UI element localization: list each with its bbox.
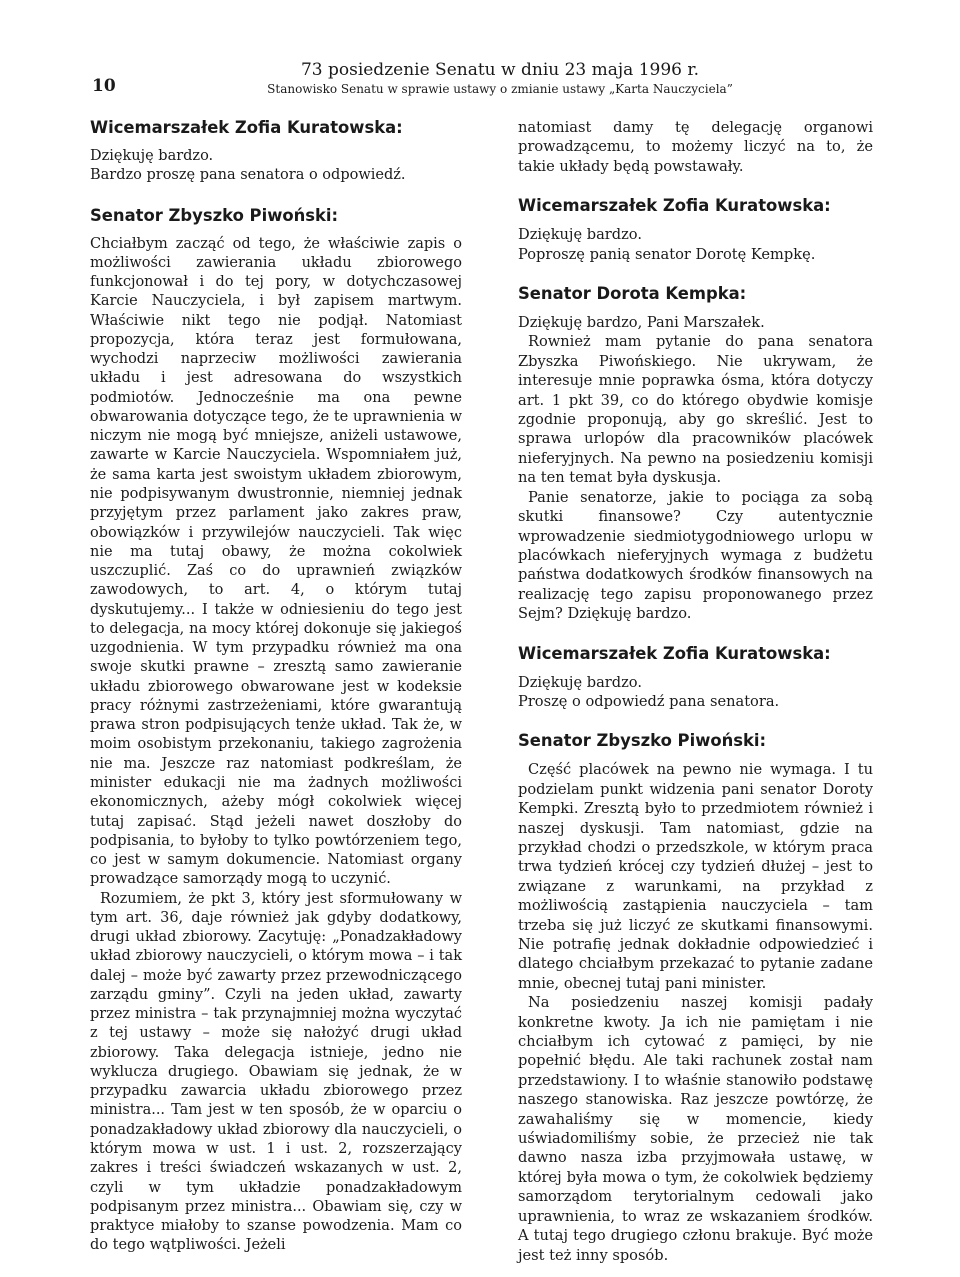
speaker-heading: Wicemarszałek Zofia Kuratowska: bbox=[518, 643, 831, 663]
session-subtitle: Stanowisko Senatu w sprawie ustawy o zmianie ustawy „Karta Nauczyciela” bbox=[267, 82, 733, 96]
speaker-heading: Senator Zbyszko Piwoński: bbox=[518, 731, 767, 751]
speaker-heading: Senator Dorota Kempka: bbox=[518, 284, 747, 304]
page-number: 10 bbox=[92, 76, 116, 96]
speech-line: Dziękuję bardzo. bbox=[518, 673, 642, 691]
speech-paragraph: Część placówek na pewno nie wymaga. I tu podzielam punkt widzenia pani senator Doroty Kempki. Zresztą było to przedmiotem również i naszej dyskusji. Tam natomiast, gdzie na przykład chodzi o przedszkole, w którym praca trwa tydzień krócej czy tydzień dłużej – jest to związane z warunkami, na przykład z możliwością zastąpienia nauczyciela – tam trzeba się już liczyć ze skutkami finansowymi. Nie potrafię jednak dokładnie odpowiedzieć i dlatego chciałbym przekazać to pytanie zadane mnie, obecnej tutaj pani minister. bbox=[518, 761, 873, 992]
speech-line: Proszę o odpowiedź pana senatora. bbox=[518, 692, 780, 710]
speech-line: Dziękuję bardzo. bbox=[518, 226, 642, 244]
speech-line: Dziękuję bardzo, Pani Marszałek. bbox=[518, 314, 765, 332]
speech-paragraph: Panie senatorze, jakie to pociąga za sobą skutki finansowe? Czy autentycznie wprowadzenie siedmiotygodniowego urlopu w placówkach nieferyjnych wymaga z budżetu państwa dodatkowych środków finansowych na realizację tego zapisu proponowanego przez Sejm? Dziękuję bardzo. bbox=[518, 488, 873, 623]
speaker-heading: Wicemarszałek Zofia Kuratowska: bbox=[518, 196, 831, 216]
page-header bbox=[0, 0, 960, 100]
right-column bbox=[518, 118, 873, 1265]
left-column bbox=[90, 118, 462, 1256]
speaker-heading: Senator Zbyszko Piwoński: bbox=[90, 205, 339, 225]
speech-line: Dziękuję bardzo. bbox=[90, 148, 214, 164]
session-title: 73 posiedzenie Senatu w dniu 23 maja 1996 r. bbox=[300, 60, 700, 80]
speech-paragraph: Chciałbym zacząć od tego, że właściwie zapis o możliwości zawierania układu zbiorowego funkcjonował i do tej pory, w dotychczasowej Karcie Nauczyciela, i był zapisem martwym. Właściwie nikt tego nie podjął. Natomiast propozycja, która teraz jest formułowana, wychodzi naprzeciw możliwości zawierania układu i jest adresowana do wszystkich podmiotów. Jednocześnie ma ona pewne obwarowania dotyczące tego, że te uprawnienia w niczym nie mogą być mniejsze, aniżeli ustawowe, zawarte w Karcie Nauczyciela. Wspomniałem już, że sama karta jest swoistym układem zbiorowym, nie podpisywanym dwustronnie, niemniej jednak przyjętym przez parlament jako zakres praw, obowiązków i przywilejów nauczycieli. Tak więc nie ma tutaj obawy, że można cokolwiek uszczuplić. Zaś co do uprawnień związków zawodowych, to art. 4, o którym tutaj dyskutujemy... I także w odniesieniu do tego jest to delegacja, na mocy której dokonuje się jakiegoś uzgodnienia. W tym przypadku również ma ona swoje skutki prawne – zresztą samo zawieranie układu zbiorowego obwarowane jest w kodeksie pracy różnymi zastrzeżeniami, które gwarantują prawa stron podpisujących tenże układ. Tak że, w moim osobistym przekonaniu, takiego zagrożenia nie ma. Jeszcze raz natomiast podkreślam, że minister edukacji nie ma żadnych możliwości ekonomicznych, ażeby mógł cokolwiek więcej tutaj zapisać. Stąd jeżeli nawet doszłoby do podpisania, to byłoby to tylko powtórzeniem tego, co jest w samym dokumencie. Natomiast organy prowadzące samorządy mogą to uczynić. bbox=[90, 235, 462, 888]
speech-paragraph: natomiast damy tę delegację organowi prowadzącemu, to możemy liczyć na to, że takie układy będą powstawały. bbox=[518, 119, 873, 175]
speech-paragraph: Rownież mam pytanie do pana senatora Zbyszka Piwońskiego. Nie ukrywam, że interesuje mnie poprawka ósma, która dotyczy art. 1 pkt 39, co do którego obydwie komisje zgodnie proponują, aby go skreślić. Jest to sprawa urlopów dla pracowników placówek nieferyjnych. Na pewno na posiedzeniu komisji na ten temat była dyskusja. bbox=[518, 333, 873, 487]
speech-line: Bardzo proszę pana senatora o odpowiedź. bbox=[90, 167, 406, 184]
speech-line: Poproszę panią senator Dorotę Kempkę. bbox=[518, 245, 816, 263]
speech-paragraph: Na posiedzeniu naszej komisji padały konkretne kwoty. Ja ich nie pamiętam i nie chciałbym ich cytować z pamięci, by nie popełnić błędu. Ale taki rachunek został nam przedstawiony. I to właśnie stanowiło podstawę naszego stanowiska. Raz jeszcze powtórzę, że zawahaliśmy się w momencie, kiedy uświadomiliśmy sobie, że przecież nie tak dawno nasza izba przyjmowała ustawę, w której była mowa o tym, że cokolwiek będziemy samorządom terytorialnym cedowali jako uprawnienia, to wraz ze wskazaniem środków. A tutaj tego drugiego członu brakuje. Być może jest też inny sposób. bbox=[518, 994, 873, 1264]
speaker-heading: Wicemarszałek Zofia Kuratowska: bbox=[90, 118, 403, 137]
speech-paragraph: Rozumiem, że pkt 3, który jest sformułowany w tym art. 36, daje również jak gdyby dodatkowy, drugi układ zbiorowy. Zacytuję: „Ponadzakładowy układ zbiorowy nauczycieli, o którym mowa – i tak dalej – może być zawarty przez przewodniczącego zarządu gminy”. Czyli na jeden układ, zawarty przez ministra – tak przynajmniej można wyczytać z tej ustawy – może się nałożyć drugi układ zbiorowy. Taka delegacja istnieje, jedno nie wyklucza drugiego. Obawiam się jednak, że w przypadku zawarcia układu zbiorowego przez ministra... Tam jest w ten sposób, że w oparciu o ponadzakładowy układ zbiorowy dla nauczycieli, o którym mowa w ust. 1 i ust. 2, rozszerzający zakres i treści świadczeń wskazanych w ust. 2, czyli w tym układzie ponadzakładowym podpisanym przez ministra... Obawiam się, czy w praktyce miałoby to szanse powodzenia. Mam co do tego wątpliwości. Jeżeli bbox=[90, 890, 462, 1254]
